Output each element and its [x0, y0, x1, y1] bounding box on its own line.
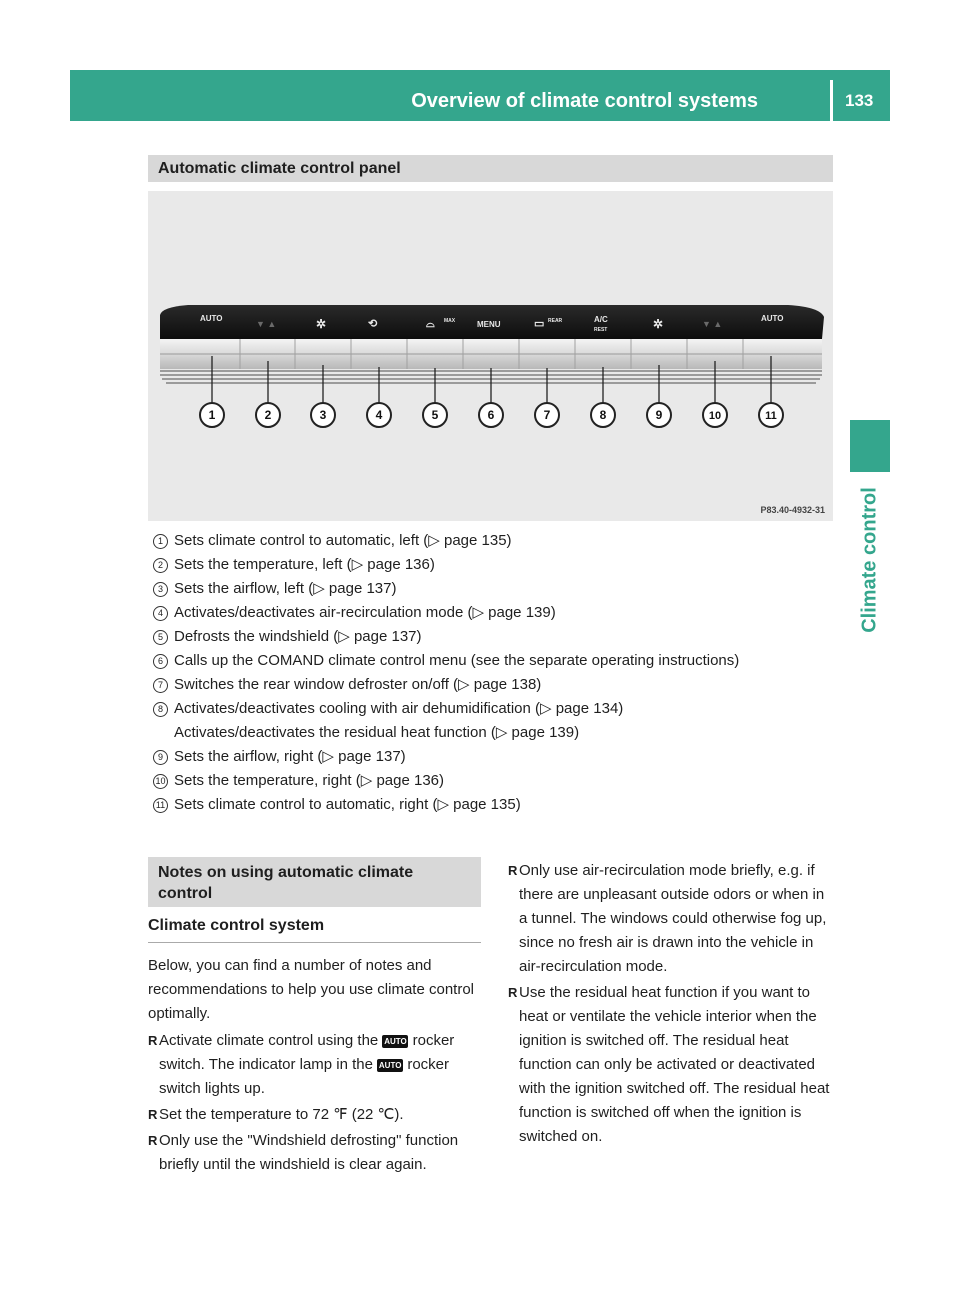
callout-marker: 1	[153, 534, 168, 549]
bullet-item	[148, 1029, 483, 1101]
callout-item	[153, 697, 833, 721]
header-title: Overview of climate control systems	[411, 90, 758, 112]
bullet-marker: R	[508, 863, 518, 878]
callout-number: 5	[431, 408, 439, 422]
callout-marker: 6	[153, 654, 168, 669]
page-number: 133	[845, 91, 874, 110]
climate-panel-figure	[148, 191, 833, 521]
windshield-defrost-icon: ⌓	[426, 318, 435, 330]
callout-number: 3	[319, 408, 327, 422]
callout-marker: 2	[153, 558, 168, 573]
bullet-marker: R	[148, 1107, 158, 1122]
bullet-text: rocker switch lights up.	[159, 1056, 450, 1097]
intro-paragraph: Below, you can find a number of notes and recommendations to help you use climate control optimally.	[148, 957, 475, 1022]
page-header	[70, 70, 890, 121]
callout-text: Activates/deactivates the residual heat function (▷ page 139)	[174, 724, 580, 741]
subheading-rule	[148, 942, 481, 943]
callout-text: Defrosts the windshield (▷ page 137)	[174, 628, 422, 645]
bullet-text: rocker switch. The indicator lamp in the	[159, 1032, 455, 1073]
callout-number: 10	[708, 410, 722, 422]
bullet-marker: R	[148, 1133, 158, 1148]
callout-text: Activates/deactivates cooling with air dehumidification (▷ page 134)	[174, 700, 624, 717]
bullet-item	[148, 1129, 483, 1177]
callout-legend	[153, 529, 833, 817]
text-column-left	[148, 954, 483, 1179]
callout-item	[153, 673, 833, 697]
auto-button-icon: AUTO	[378, 1061, 402, 1070]
bullet-text: Set the temperature to 72 ℉ (22 ℃).	[159, 1106, 404, 1123]
rear-defrost-icon: ▭	[534, 318, 545, 330]
temp-arrows-left-icon: ▼ ▲	[256, 319, 277, 329]
callout-item	[153, 769, 833, 793]
callout-item	[153, 553, 833, 577]
temp-arrows-right-icon: ▼ ▲	[702, 319, 723, 329]
panel-label-ac: A/C	[594, 315, 608, 324]
callout-text: Switches the rear window defroster on/off (▷ page 138)	[174, 676, 542, 693]
callout-item-continuation	[153, 721, 833, 745]
callout-number: 2	[264, 408, 272, 422]
max-label: MAX	[444, 318, 456, 324]
panel-label-rest: REST	[594, 327, 608, 333]
bullet-item	[508, 981, 836, 1149]
fan-left-icon: ✲	[316, 317, 327, 331]
bullet-text: Use the residual heat function if you want to heat or ventilate the vehicle interior when the ignition is switched off. The residual heat function can only be activated or deactivated with the ignition switched off. The residual heat function is switched off when the ignition is switched on.	[519, 984, 830, 1145]
climate-panel-illustration	[148, 191, 833, 521]
bullet-marker: R	[148, 1033, 158, 1048]
bullet-item	[508, 859, 836, 979]
panel-label-auto-left: AUTO	[200, 314, 223, 323]
callout-text: Sets climate control to automatic, right (▷ page 135)	[174, 796, 521, 813]
callout-text: Sets climate control to automatic, left (▷ page 135)	[174, 532, 512, 549]
callout-marker: 5	[153, 630, 168, 645]
header-divider	[830, 80, 833, 121]
callout-number: 7	[543, 408, 551, 422]
callout-marker: 4	[153, 606, 168, 621]
callout-text: Sets the temperature, left (▷ page 136)	[174, 556, 435, 573]
callout-item	[153, 529, 833, 553]
section-heading-line: control	[158, 885, 213, 902]
callout-marker: 10	[153, 774, 168, 789]
recirculation-icon: ⟲	[368, 318, 378, 330]
chapter-tab-marker	[850, 420, 890, 472]
rear-label: REAR	[548, 318, 563, 324]
callout-item	[153, 793, 833, 817]
callout-marker: 8	[153, 702, 168, 717]
callout-item	[153, 625, 833, 649]
bullet-text: Activate climate control using the	[159, 1032, 379, 1049]
section-heading-panel: Automatic climate control panel	[148, 155, 833, 182]
panel-label-menu: MENU	[477, 320, 501, 329]
callout-number: 9	[655, 408, 663, 422]
fan-right-icon: ✲	[653, 317, 664, 331]
bullet-text: Only use the "Windshield defrosting" function briefly until the windshield is clear again.	[159, 1132, 459, 1173]
callout-number: 8	[599, 408, 607, 422]
callout-text: Activates/deactivates air-recirculation mode (▷ page 139)	[174, 604, 556, 621]
subheading-climate-control-system: Climate control system	[148, 917, 325, 934]
callout-marker: 9	[153, 750, 168, 765]
callout-item	[153, 577, 833, 601]
callout-text: Sets the airflow, right (▷ page 137)	[174, 748, 406, 765]
callout-text: Sets the airflow, left (▷ page 137)	[174, 580, 397, 597]
text-column-right	[508, 859, 836, 1151]
panel-label-auto-right: AUTO	[761, 314, 784, 323]
chapter-label: Climate control	[858, 487, 881, 633]
callout-item	[153, 745, 833, 769]
callout-text: Sets the temperature, right (▷ page 136)	[174, 772, 445, 789]
callout-item	[153, 601, 833, 625]
auto-button-icon: AUTO	[384, 1037, 407, 1046]
figure-code: P83.40-4932-31	[760, 505, 825, 515]
section-heading-line: Notes on using automatic climate	[158, 864, 414, 881]
callout-item	[153, 649, 833, 673]
callout-number: 11	[765, 410, 777, 422]
callout-number: 6	[487, 408, 495, 422]
bullet-text: Only use air-recirculation mode briefly, e.g. if there are unpleasant outside odors or when in a tunnel. The windows could otherwise fog up, since no fresh air is drawn into the vehicle in air-recirculation mode.	[519, 862, 827, 975]
section-heading-notes	[148, 857, 481, 907]
callout-marker: 7	[153, 678, 168, 693]
callout-text: Calls up the COMAND climate control menu (see the separate operating instructions)	[174, 652, 740, 669]
callout-number: 4	[375, 408, 383, 422]
callout-marker: 3	[153, 582, 168, 597]
bullet-item	[148, 1103, 483, 1127]
bullet-marker: R	[508, 985, 518, 1000]
callout-number: 1	[208, 408, 216, 422]
callout-marker: 11	[153, 798, 168, 813]
